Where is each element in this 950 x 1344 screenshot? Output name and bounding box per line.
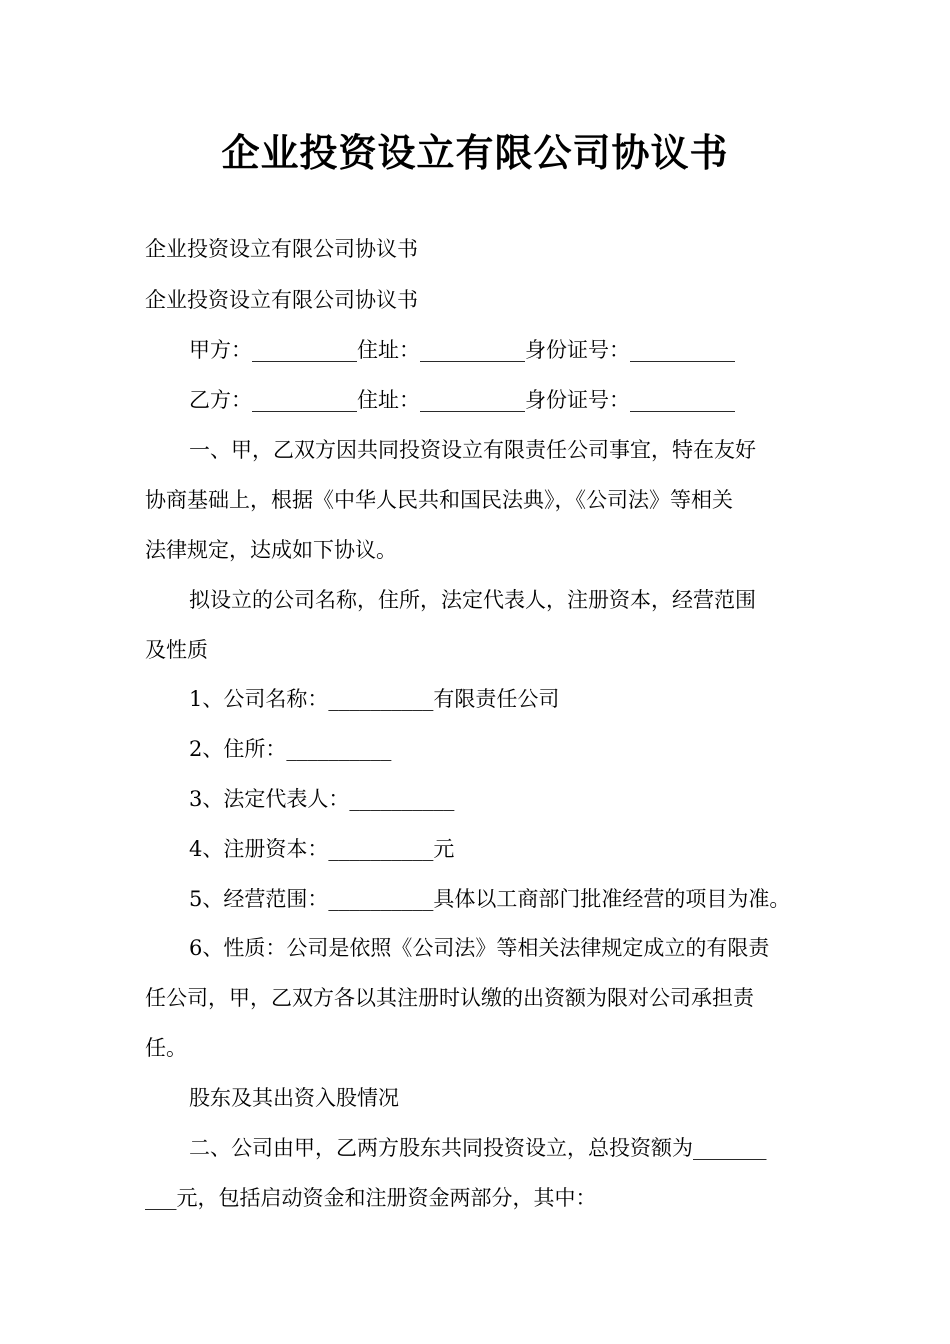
item-nature-line-3: 任。 [145,1036,187,1060]
item-address: 2、住所：__________ [189,737,392,761]
item-nature-line-2: 任公司，甲，乙双方各以其注册时认缴的出资额为限对公司承担责 [145,986,754,1010]
item-legal-representative: 3、法定代表人：__________ [189,787,455,811]
paragraph-two-line-1: 二、公司由甲，乙两方股东共同投资设立，总投资额为_______ [189,1136,767,1160]
subtitle-line-2: 企业投资设立有限公司协议书 [145,288,418,312]
paragraph-two-line-2: ___元，包括启动资金和注册资金两部分，其中： [145,1186,597,1210]
item-registered-capital: 4、注册资本：__________元 [189,837,455,861]
party-a-line: 甲方：__________住址：__________身份证号：__________ [189,338,735,362]
company-info-heading-line-1: 拟设立的公司名称，住所，法定代表人，注册资本，经营范围 [189,588,756,612]
company-info-heading-line-2: 及性质 [145,638,208,662]
item-business-scope: 5、经营范围：__________具体以工商部门批准经营的项目为准。 [189,887,791,911]
paragraph-one-line-3: 法律规定，达成如下协议。 [145,538,397,562]
party-b-line: 乙方：__________住址：__________身份证号：__________ [189,388,735,412]
document-title: 企业投资设立有限公司协议书 [221,131,729,175]
subtitle-line-1: 企业投资设立有限公司协议书 [145,237,418,261]
shareholders-heading: 股东及其出资入股情况 [189,1086,399,1110]
paragraph-one-line-2: 协商基础上，根据《中华人民共和国民法典》，《公司法》等相关 [145,488,733,512]
item-company-name: 1、公司名称：__________有限责任公司 [189,687,560,711]
item-nature-line-1: 6、性质：公司是依照《公司法》等相关法律规定成立的有限责 [189,936,770,960]
paragraph-one-line-1: 一、甲，乙双方因共同投资设立有限责任公司事宜，特在友好 [189,438,756,462]
